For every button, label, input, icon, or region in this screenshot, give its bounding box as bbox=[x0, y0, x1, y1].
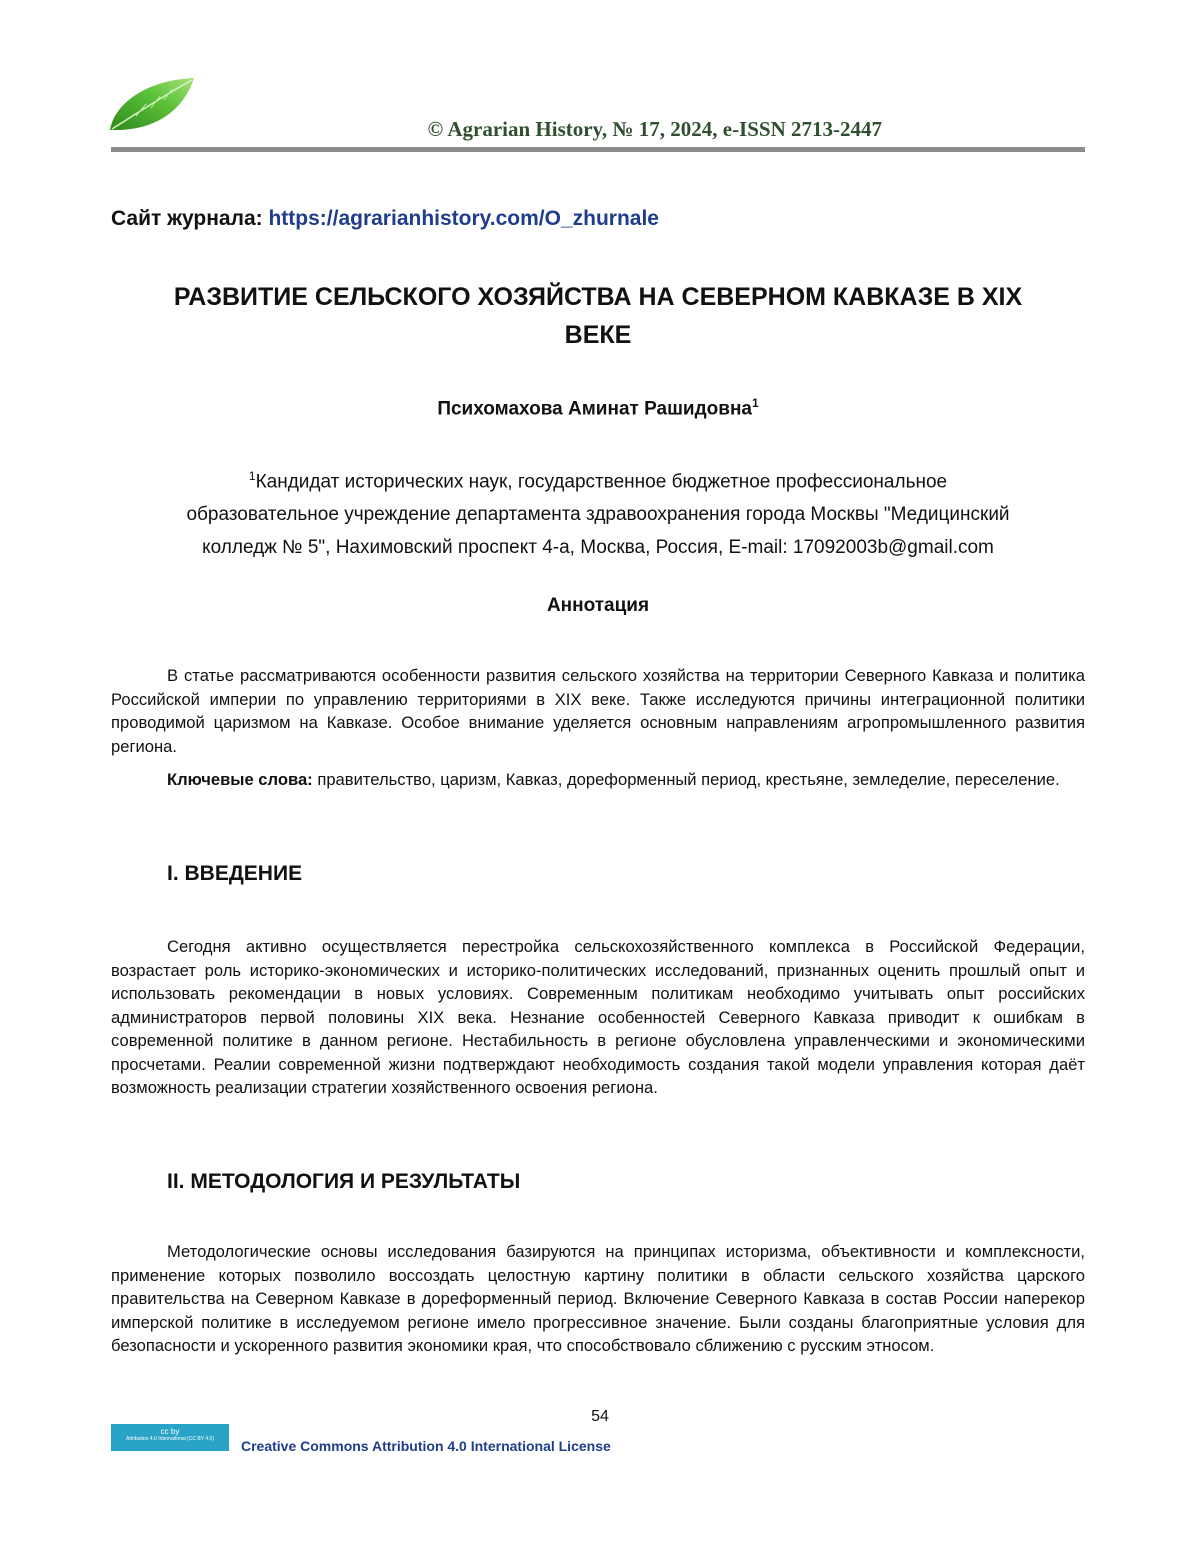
affiliation-line-3: колледж № 5", Нахимовский проспект 4-а, Москва, Россия, E-mail: 17092003b@gmail.com bbox=[202, 537, 994, 559]
site-link[interactable]: https://agrarianhistory.com/O_zhurnale bbox=[268, 207, 659, 230]
keywords-text: правительство, царизм, Кавказ, дореформенный период, крестьяне, земледелие, переселение. bbox=[317, 770, 1060, 789]
title-line-1: РАЗВИТИЕ СЕЛЬСКОГО ХОЗЯЙСТВА НА СЕВЕРНОМ КАВКАЗЕ В XIX bbox=[173, 283, 1023, 311]
section-text-introduction: Сегодня активно осуществляется перестройка сельскохозяйственного комплекса в Российской Федерации, возрастает роль историко-экономических и историко-политических исследований, признанных оценить прошлый опыт и использовать рекомендации в новых условиях. Современным политикам необходимо учитывать опыт российских администраторов первой половины XIX века. Незнание особенностей Северного Кавказа приводит к ошибкам в современной политике в данном регионе. Нестабильность в регионе обусловлена управленческими и экономическими просчетами. Реалии современной жизни подтверждают необходимость создания такой модели управления которая даёт возможность реализации стратегии хозяйственного освоения региона. bbox=[111, 937, 1085, 1097]
author bbox=[111, 396, 1085, 420]
author-name: Психомахова Аминат Рашидовна bbox=[437, 398, 752, 420]
article-title bbox=[111, 278, 1085, 354]
author-sup: 1 bbox=[752, 396, 759, 410]
title-line-2: ВЕКЕ bbox=[564, 321, 632, 349]
site-line bbox=[111, 207, 659, 231]
page-number: 54 bbox=[591, 1408, 609, 1425]
header-rule bbox=[111, 147, 1085, 152]
affiliation bbox=[111, 460, 1085, 564]
affiliation-line-1: Кандидат исторических наук, государственное бюджетное профессиональное bbox=[255, 471, 948, 493]
cc-by-icon: cc by bbox=[160, 1427, 180, 1436]
license-link[interactable]: Creative Commons Attribution 4.0 International License bbox=[241, 1438, 611, 1454]
section-text-methodology: Методологические основы исследования базируются на принципах историзма, объективности и комплексности, применение которых позволило воссоздать целостную картину политики в области сельского хозяйства царского правительства на Северном Кавказе в дореформенный период. Включение Северного Кавказа в состав России наперекор имперской политике в исследуемом регионе имело прогрессивное значение. Были созданы благоприятные условия для безопасности и ускоренного развития экономики края, что способствовало сближению с русским этносом. bbox=[111, 1242, 1085, 1355]
cc-badge[interactable] bbox=[111, 1424, 229, 1451]
section-heading-methodology: II. МЕТОДОЛОГИЯ И РЕЗУЛЬТАТЫ bbox=[167, 1170, 521, 1193]
keywords bbox=[111, 768, 1085, 792]
abstract-text: В статье рассматриваются особенности развития сельского хозяйства на территории Северного Кавказа и политика Российской империи по управлению территориями в XIX веке. Также исследуются причины интеграционной политики проводимой царизмом на Кавказе. Особое внимание уделяется основным направлениям агропромышленного развития региона. bbox=[111, 666, 1085, 756]
section-heading-introduction: I. ВВЕДЕНИЕ bbox=[167, 862, 303, 885]
journal-title: © Agrarian History, № 17, 2024, e-ISSN 2713-2447 bbox=[427, 117, 882, 141]
site-label: Сайт журнала: bbox=[111, 207, 263, 230]
affiliation-sup: 1 bbox=[248, 469, 256, 483]
affiliation-line-2: образовательное учреждение департамента здравоохранения города Москвы "Медицинский bbox=[186, 504, 1010, 526]
keywords-label: Ключевые слова: bbox=[167, 770, 313, 789]
cc-badge-text: Attribution 4.0 International (CC BY 4.0) bbox=[125, 1436, 214, 1442]
abstract-heading: Аннотация bbox=[546, 595, 650, 616]
